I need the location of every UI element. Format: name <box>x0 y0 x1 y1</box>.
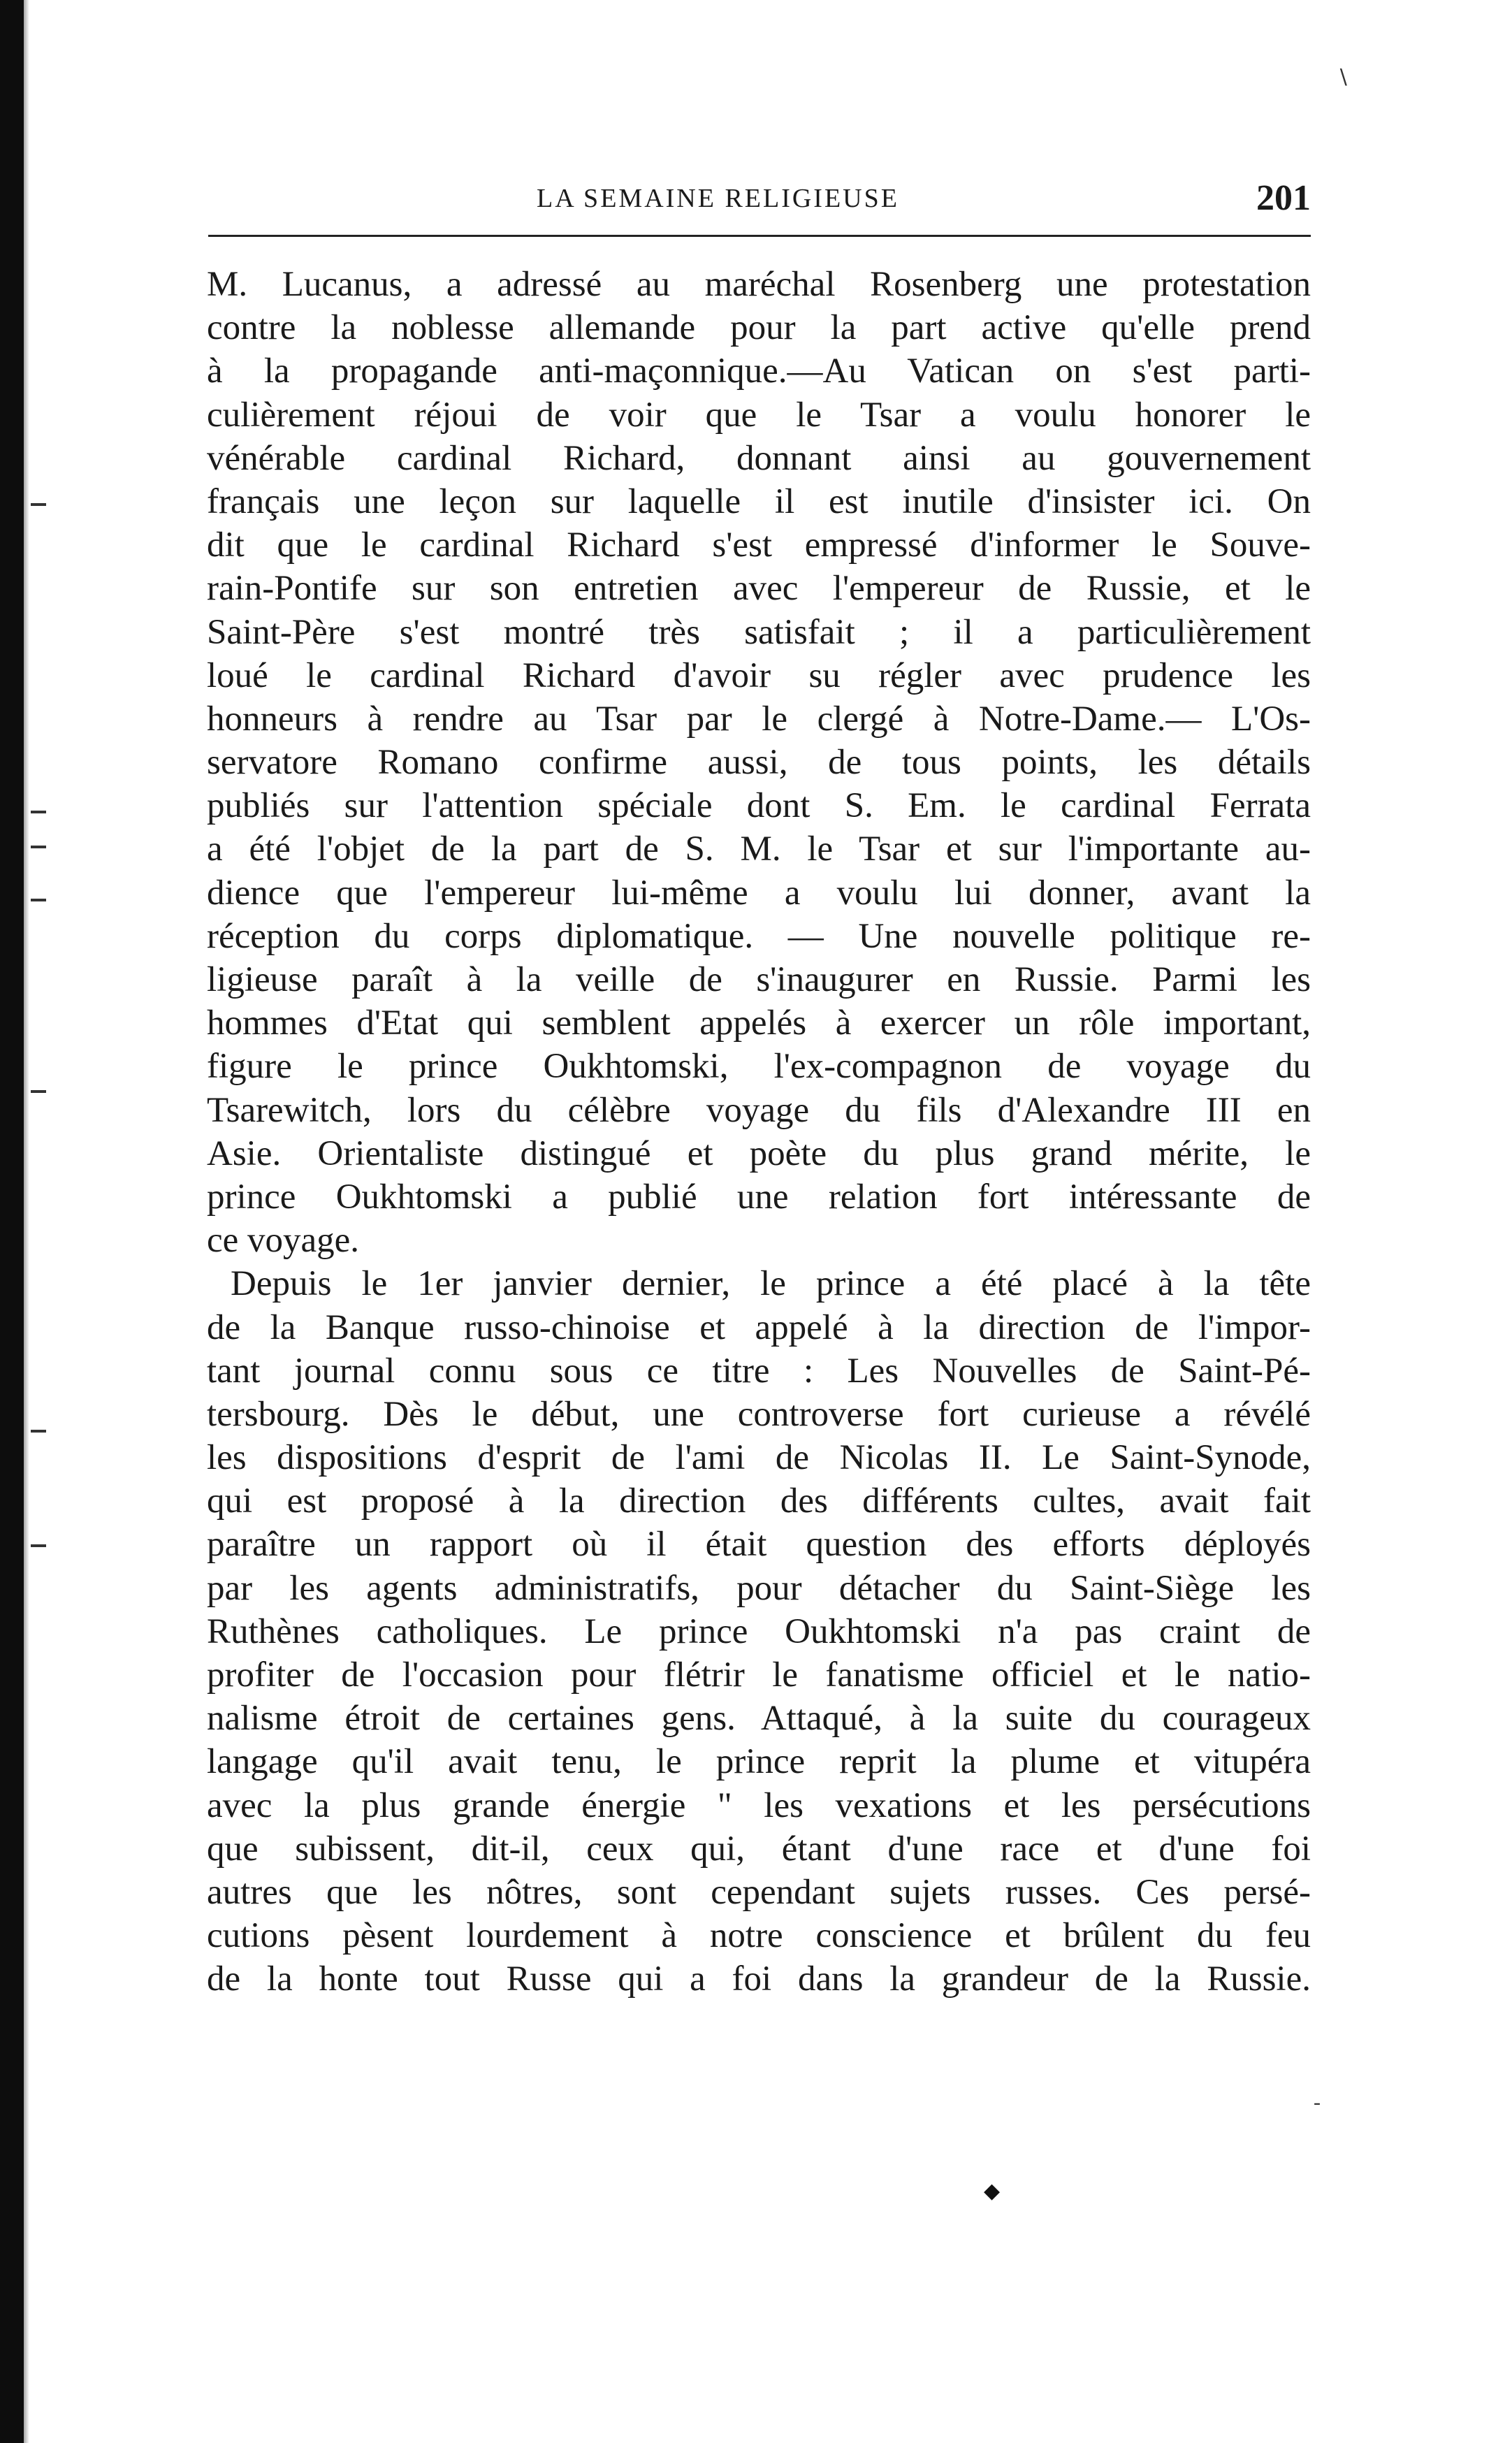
end-ornament: ◆ <box>984 2180 1001 2203</box>
text-line: qui est proposé à la direction des différents cultes, avait fait <box>207 1481 1311 1521</box>
margin-mark <box>31 811 46 813</box>
page-number: 201 <box>1256 178 1311 218</box>
margin-mark <box>31 899 46 901</box>
text-line: publiés sur l'attention spéciale dont S. Em. le cardinal Ferrata <box>207 786 1311 826</box>
text-line: M. Lucanus, a adressé au maréchal Rosenberg une protestation <box>207 265 1311 304</box>
text-line: Ruthènes catholiques. Le prince Oukhtomski n'a pas craint de <box>207 1611 1311 1651</box>
text-line: nalisme étroit de certaines gens. Attaqué, à la suite du courageux <box>207 1699 1311 1739</box>
text-line: français une leçon sur laquelle il est inutile d'insister ici. On <box>207 481 1311 521</box>
text-line: vénérable cardinal Richard, donnant ainsi au gouvernement <box>207 438 1311 478</box>
text-line: culièrement réjoui de voir que le Tsar a voulu honorer le <box>207 395 1311 435</box>
margin-mark <box>31 503 46 506</box>
scan-border <box>0 0 24 2443</box>
text-line: dit que le cardinal Richard s'est empressé d'informer le Souve- <box>207 525 1311 565</box>
text-line: de la Banque russo-chinoise et appelé à la direction de l'impor- <box>207 1307 1311 1347</box>
text-line: avec la plus grande énergie " les vexations et les persécutions <box>207 1785 1311 1825</box>
text-line: cutions pèsent lourdement à notre conscience et brûlent du feu <box>207 1916 1311 1956</box>
text-line: tant journal connu sous ce titre : Les Nouvelles de Saint-Pé- <box>207 1351 1311 1391</box>
text-line: loué le cardinal Richard d'avoir su régler avec prudence les <box>207 655 1311 695</box>
running-title: LA SEMAINE RELIGIEUSE <box>537 184 899 213</box>
text-line: que subissent, dit-il, ceux qui, étant d'une race et d'une foi <box>207 1829 1311 1869</box>
text-line: langage qu'il avait tenu, le prince reprit la plume et vitupéra <box>207 1742 1311 1782</box>
text-line: Asie. Orientaliste distingué et poète du plus grand mérite, le <box>207 1133 1311 1173</box>
text-line: profiter de l'occasion pour flétrir le fanatisme officiel et le natio- <box>207 1655 1311 1695</box>
margin-mark <box>31 1544 46 1547</box>
stray-mark: ∖ <box>1336 66 1350 89</box>
page-header <box>208 173 1311 222</box>
stray-mark: - <box>1314 2091 1321 2114</box>
text-line: par les agents administratifs, pour détacher du Saint-Siège les <box>207 1568 1311 1608</box>
margin-mark <box>31 1430 46 1433</box>
text-line: ce voyage. <box>207 1221 360 1261</box>
text-line: à la propagande anti-maçonnique.—Au Vatican on s'est parti- <box>207 351 1311 391</box>
text-line: Tsarewitch, lors du célèbre voyage du fils d'Alexandre III en <box>207 1090 1311 1130</box>
text-line: Depuis le 1er janvier dernier, le prince a été placé à la tête <box>231 1264 1311 1304</box>
text-line: autres que les nôtres, sont cependant sujets russes. Ces persé- <box>207 1872 1311 1912</box>
text-line: servatore Romano confirme aussi, de tous points, les détails <box>207 743 1311 783</box>
text-line: contre la noblesse allemande pour la part active qu'elle prend <box>207 308 1311 348</box>
text-line: réception du corps diplomatique. — Une nouvelle politique re- <box>207 916 1311 956</box>
text-line: ligieuse paraît à la veille de s'inaugurer en Russie. Parmi les <box>207 960 1311 999</box>
text-line: figure le prince Oukhtomski, l'ex-compagnon de voyage du <box>207 1047 1311 1087</box>
text-line: a été l'objet de la part de S. M. le Tsar et sur l'importante au- <box>207 829 1311 869</box>
text-line: prince Oukhtomski a publié une relation fort intéressante de <box>207 1177 1311 1217</box>
text-line: paraître un rapport où il était question des efforts déployés <box>207 1525 1311 1565</box>
margin-marks <box>31 0 59 2443</box>
header-rule <box>208 235 1311 237</box>
text-line: Saint-Père s'est montré très satisfait ; il a particulièrement <box>207 612 1311 652</box>
body-text <box>207 263 1311 2001</box>
text-line: les dispositions d'esprit de l'ami de Nicolas II. Le Saint-Synode, <box>207 1438 1311 1478</box>
text-line: rain-Pontife sur son entretien avec l'empereur de Russie, et le <box>207 569 1311 609</box>
text-line: hommes d'Etat qui semblent appelés à exercer un rôle important, <box>207 1003 1311 1043</box>
text-line: tersbourg. Dès le début, une controverse fort curieuse a révélé <box>207 1394 1311 1434</box>
margin-mark <box>31 846 46 848</box>
text-line: honneurs à rendre au Tsar par le clergé à Notre-Dame.— L'Os- <box>207 699 1311 739</box>
margin-mark <box>31 1090 46 1093</box>
text-line: de la honte tout Russe qui a foi dans la grandeur de la Russie. <box>207 1959 1311 1999</box>
text-line: dience que l'empereur lui-même a voulu lui donner, avant la <box>207 873 1311 913</box>
